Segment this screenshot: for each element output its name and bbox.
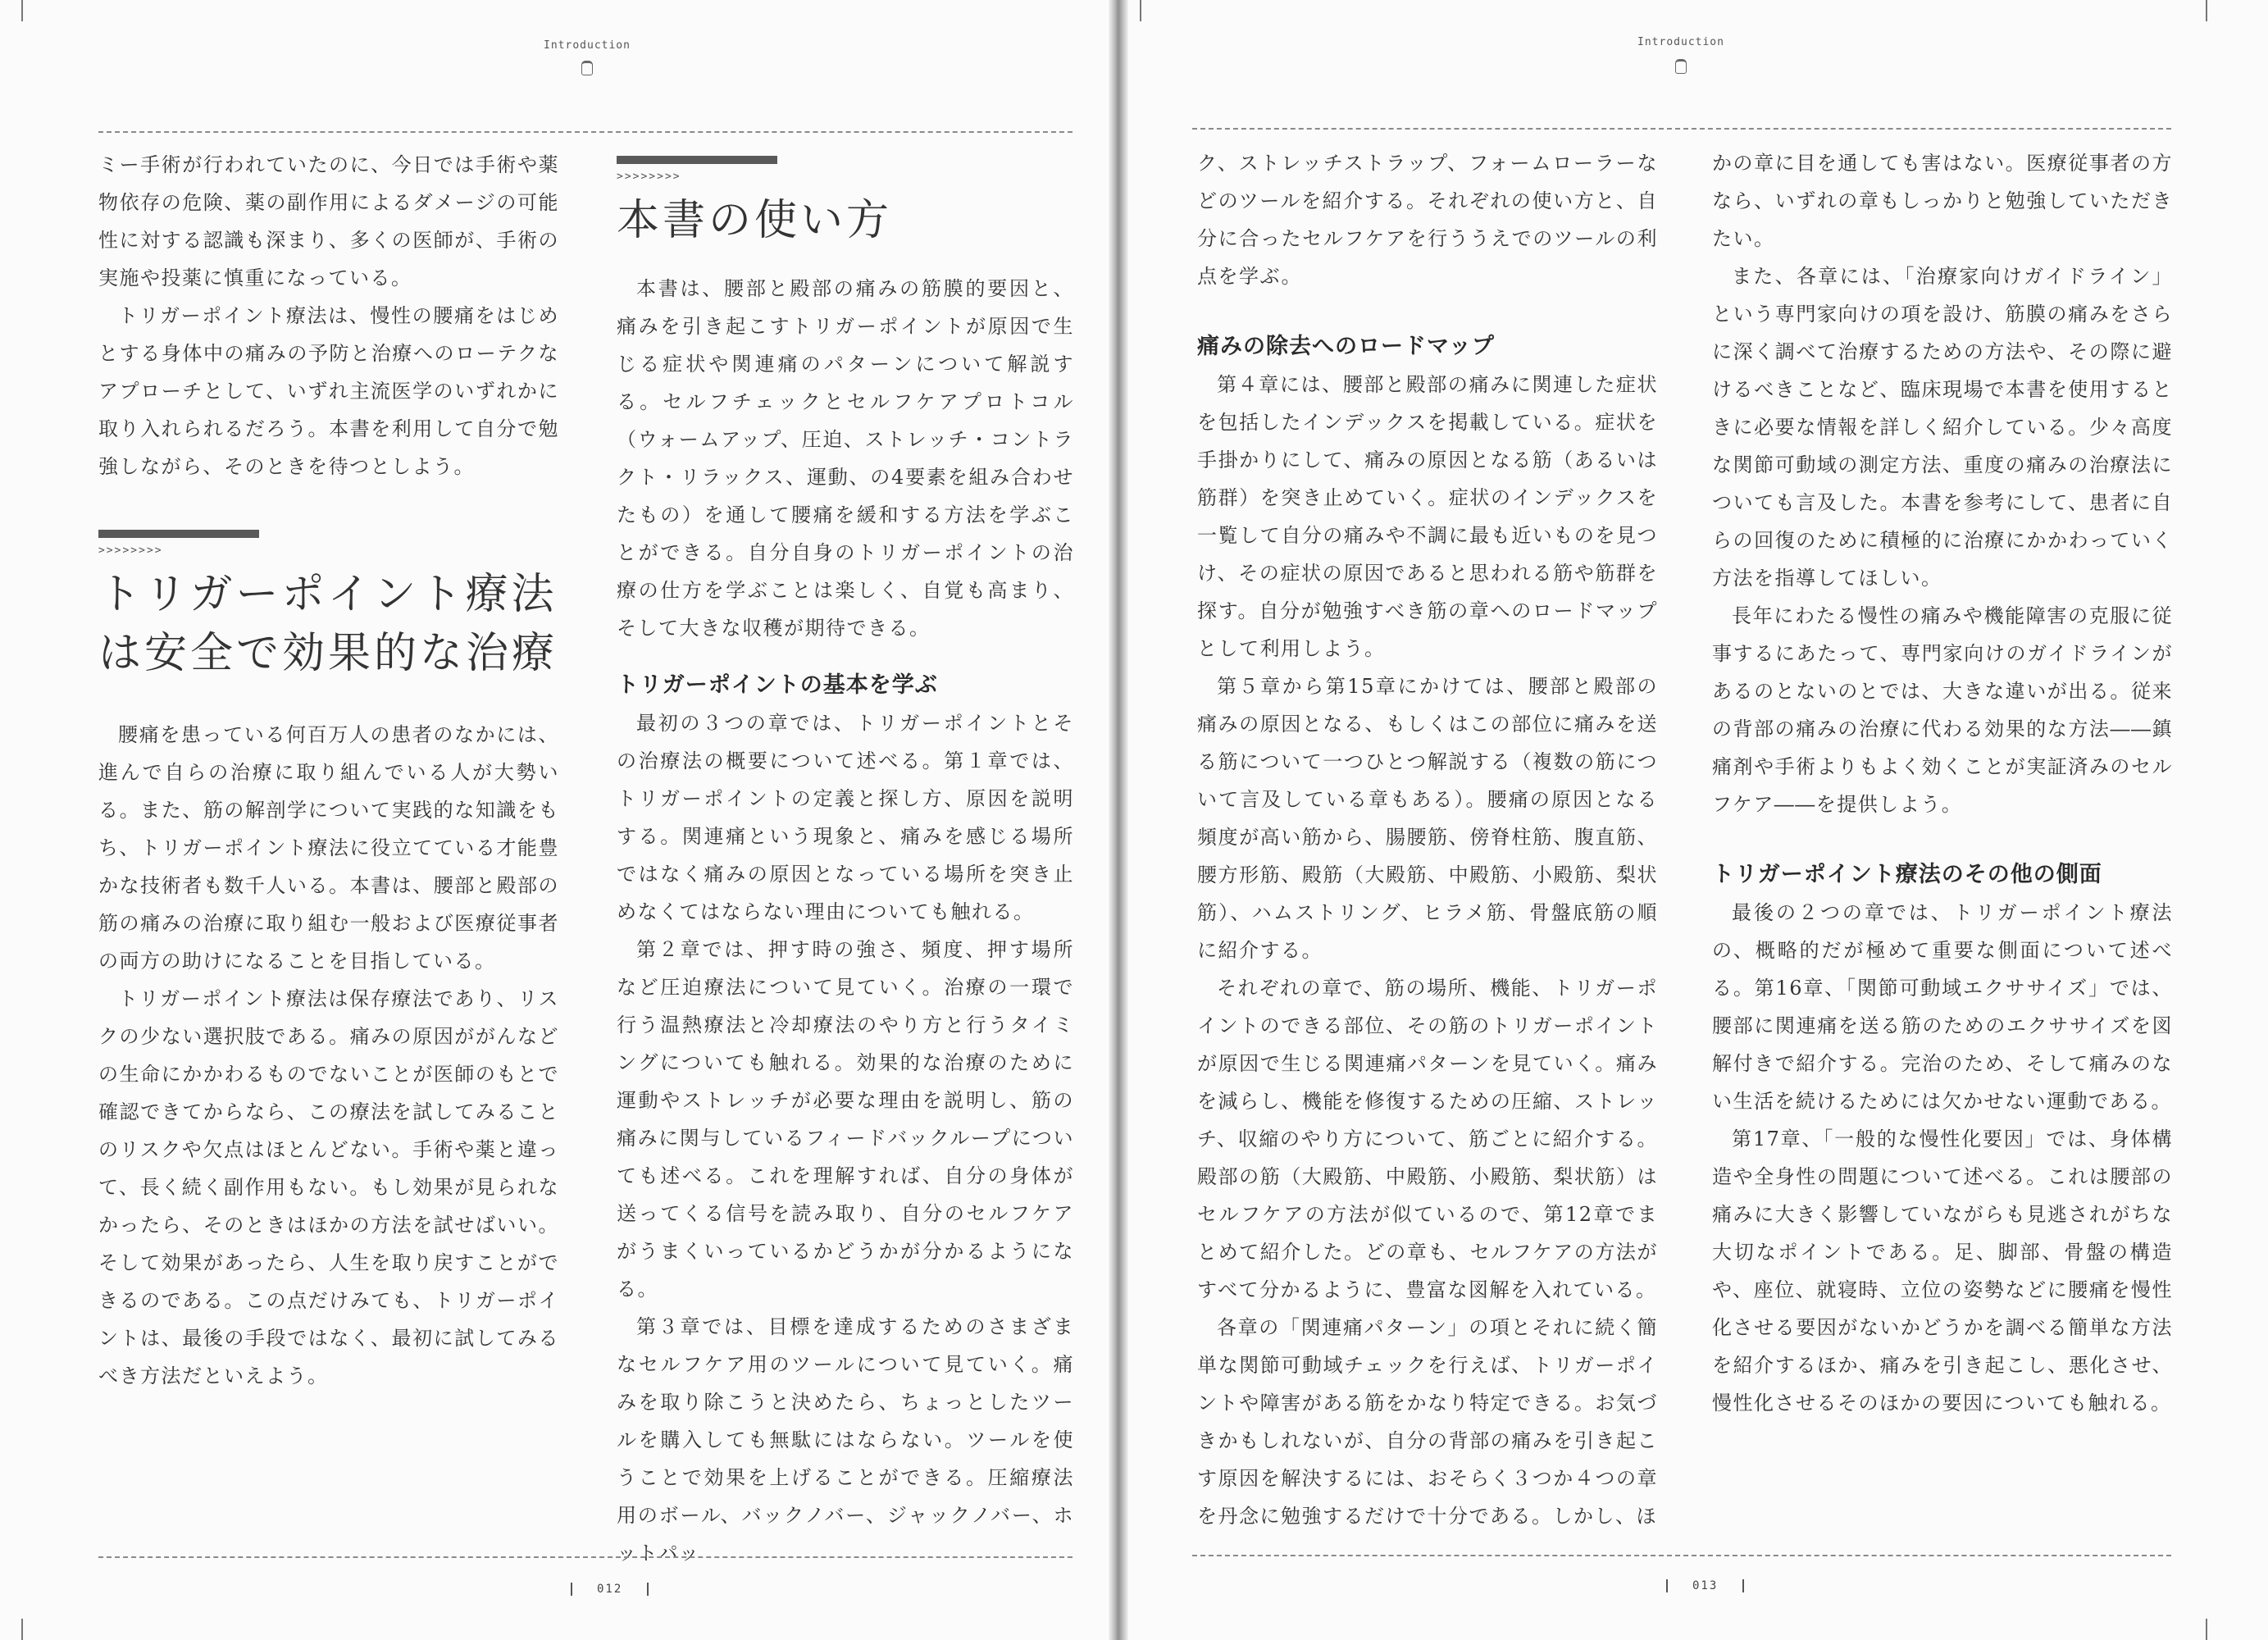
- paragraph: 各章の「関連痛パターン」の項とそれに続く簡単な関節可動域チェックを行えば、トリガーポイントや障害がある筋をかなり特定できる。お気づきかもしれないが、自分の背部の痛みを引き起こす原因を解決するには、おそらく３つか４つの章を丹念に勉強するだけで十分である。しかし、ほ: [1197, 1316, 1658, 1528]
- right-page: [1128, 0, 2268, 1640]
- paragraph: トリガーポイント療法は保存療法であり、リスクの少ない選択肢である。痛みの原因ががんなどの生命にかかわるものでないことが医師のもとで確認できてからなら、この療法を試してみることのリスクや欠点はほとんどない。手術や薬と違って、長く続く副作用もない。もし効果が見られなかったら、そのときはほかの方法を試せばいい。そして効果があったら、人生を取り戻すことができるのである。この点だけみても、トリガーポイントは、最後の手段ではなく、最初に試してみるべき方法だといえよう。: [98, 987, 559, 1387]
- right-col-2: [1712, 144, 2173, 1422]
- bottom-divider: [1192, 1555, 2171, 1556]
- paragraph: かの章に目を通しても害はない。医療従事者の方なら、いずれの章もしっかりと勉強していただきたい。: [1712, 152, 2173, 250]
- section-bar: [617, 156, 777, 164]
- paragraph: 第３章では、目標を達成するためのさまざまなセルフケア用のツールについて見ていく。痛みを取り除こうと決めたら、ちょっとしたツールを購入しても無駄にはならない。ツールを使うことで効果を上げることができる。圧縮療法用のボール、バックノバー、ジャックノバー、ホットパッ: [617, 1315, 1074, 1565]
- left-page: [0, 0, 1109, 1640]
- page-number: 013: [1642, 1579, 1769, 1592]
- paragraph: 本書は、腰部と殿部の痛みの筋膜的要因と、痛みを引き起こすトリガーポイントが原因で生じる症状や関連痛のパターンについて解説する。セルフチェックとセルフケアプロトコル（ウォームアップ、圧迫、ストレッチ・コントラクト・リラックス、運動、の4要素を組み合わせたもの）を通して腰痛を緩和する方法を学ぶことができる。自分自身のトリガーポイントの治療の仕方を学ぶことは楽しく、自覚も高まり、そして大きな収穫が期待できる。: [617, 277, 1074, 640]
- crop-mark: [1140, 0, 1141, 21]
- top-divider: [98, 131, 1073, 133]
- paragraph: 最初の３つの章では、トリガーポイントとその治療法の概要について述べる。第１章では、トリガーポイントの定義と探し方、原因を説明する。関連痛という現象と、痛みを感じる場所ではなく痛みの原因となっている場所を突き止めなくてはならない理由についても触れる。: [617, 712, 1074, 923]
- book-gutter: [1109, 0, 1128, 1640]
- crop-mark: [21, 0, 23, 21]
- left-col-2: [617, 156, 1074, 1572]
- paragraph: 長年にわたる慢性の痛みや機能障害の克服に従事するにあたって、専門家向けのガイドラインがあるのとないのとでは、大きな違いが出る。従来の背部の痛みの治療に代わる効果的な方法――鎮痛剤や手術よりもよく効くことが実証済みのセルフケア――を提供しよう。: [1712, 604, 2173, 816]
- right-col-1: [1197, 144, 1658, 1535]
- sub-heading: 痛みの除去へのロードマップ: [1197, 334, 1495, 359]
- crop-mark: [2206, 1619, 2207, 1640]
- paragraph: トリガーポイント療法は、慢性の腰痛をはじめとする身体中の痛みの予防と治療へのローテクなアプローチとして、いずれ主流医学のいずれかに取り入れられるだろう。本書を利用して自分で勉強しながら、そのときを待つとしよう。: [98, 304, 559, 478]
- paragraph: ミー手術が行われていたのに、今日では手術や薬物依存の危険、薬の副作用によるダメージの可能性に対する認識も深まり、多くの医師が、手術の実施や投薬に慎重になっている。: [98, 153, 559, 289]
- paragraph: 最後の２つの章では、トリガーポイント療法の、概略的だが極めて重要な側面について述べる。第16章、「関節可動域エクササイズ」では、腰部に関連痛を送る筋のためのエクササイズを図解付きで紹介する。完治のため、そして痛みのない生活を続けるためには欠かせない運動である。: [1712, 901, 2173, 1113]
- paragraph: ク、ストレッチストラップ、フォームローラーなどのツールを紹介する。それぞれの使い方と、自分に合ったセルフケアを行ううえでのツールの利点を学ぶ。: [1197, 152, 1658, 288]
- top-divider: [1192, 128, 2171, 130]
- sub-heading: トリガーポイント療法のその他の側面: [1712, 862, 2102, 887]
- running-head: Introduction: [1637, 36, 1724, 48]
- paragraph: 第17章、「一般的な慢性化要因」では、身体構造や全身性の問題について述べる。これは腰部の痛みに大きく影響していながらも見逃されがちな大切なポイントである。足、脚部、骨盤の構造や、座位、就寝時、立位の姿勢などに腰痛を慢性化させる要因がないかどうかを調べる簡単な方法を紹介するほか、痛みを引き起こし、悪化させ、慢性化させるそのほかの要因についても触れる。: [1712, 1128, 2173, 1414]
- running-head: Introduction: [544, 39, 631, 52]
- paragraph: 第２章では、押す時の強さ、頻度、押す場所など圧迫療法について見ていく。治療の一環で行う温熱療法と冷却療法のやり方と行うタイミングについても触れる。効果的な治療のために運動やストレッチが必要な理由を説明し、筋の痛みに関与しているフィードバックループについても述べる。これを理解すれば、自分の身体が送ってくる信号を読み取り、自分のセルフケアがうまくいっているかどうかが分かるようになる。: [617, 938, 1074, 1301]
- bottom-divider: [98, 1556, 1073, 1558]
- section-title-line: は安全で効果的な治療: [98, 629, 558, 678]
- paragraph: それぞれの章で、筋の場所、機能、トリガーポイントのできる部位、その筋のトリガーポイントが原因で生じる関連痛パターンを見ていく。痛みを減らし、機能を修復するための圧縮、ストレッチ、収縮のやり方について、筋ごとに紹介する。殿部の筋（大殿筋、中殿筋、小殿筋、梨状筋）はセルフケアの方法が似ているので、第12章でまとめて紹介した。どの章も、セルフケアの方法がすべて分かるように、豊富な図解を入れている。: [1197, 977, 1658, 1301]
- crop-mark: [2206, 0, 2207, 21]
- left-col-1: [98, 146, 559, 1395]
- section-bar: [98, 530, 259, 538]
- hand-icon: [581, 61, 593, 75]
- section-title: 本書の使い方: [617, 196, 893, 245]
- hand-icon: [1675, 59, 1687, 74]
- page-number: 012: [546, 1583, 673, 1596]
- paragraph: また、各章には、「治療家向けガイドライン」という専門家向けの項を設け、筋膜の痛みをさらに深く調べて治療するための方法や、その際に避けるべきことなど、臨床現場で本書を使用するときに必要な情報を詳しく紹介している。少々高度な関節可動域の測定方法、重度の痛みの治療法についても言及した。本書を参考にして、患者に自らの回復のために積極的に治療にかかわっていく方法を指導してほしい。: [1712, 265, 2173, 590]
- paragraph: 腰痛を患っている何百万人の患者のなかには、進んで自らの治療に取り組んでいる人が大勢いる。また、筋の解剖学について実践的な知識をもち、トリガーポイント療法に役立てている才能豊かな技術者も数千人いる。本書は、腰部と殿部の筋の痛みの治療に取り組む一般および医療従事者の両方の助けになることを目指している。: [98, 723, 559, 973]
- sub-heading: トリガーポイントの基本を学ぶ: [617, 672, 938, 698]
- section-marks: >>>>>>>>: [98, 544, 163, 557]
- section-marks: >>>>>>>>: [617, 171, 681, 183]
- section-title: [98, 565, 559, 683]
- section-title-line: トリガーポイント療法: [98, 570, 558, 619]
- crop-mark: [21, 1619, 23, 1640]
- paragraph: 第５章から第15章にかけては、腰部と殿部の痛みの原因となる、もしくはこの部位に痛みを送る筋について一つひとつ解説する（複数の筋について言及している章もある）。腰痛の原因となる頻度が高い筋から、腸腰筋、傍脊柱筋、腹直筋、腰方形筋、殿筋（大殿筋、中殿筋、小殿筋、梨状筋）、ハムストリング、ヒラメ筋、骨盤底筋の順に紹介する。: [1197, 675, 1658, 962]
- paragraph: 第４章には、腰部と殿部の痛みに関連した症状を包括したインデックスを掲載している。症状を手掛かりにして、痛みの原因となる筋（あるいは筋群）を突き止めていく。症状のインデックスを一覧して自分の痛みや不調に最も近いものを見つけ、その症状の原因であると思われる筋や筋群を探す。自分が勉強すべき筋の章へのロードマップとして利用しよう。: [1197, 373, 1658, 660]
